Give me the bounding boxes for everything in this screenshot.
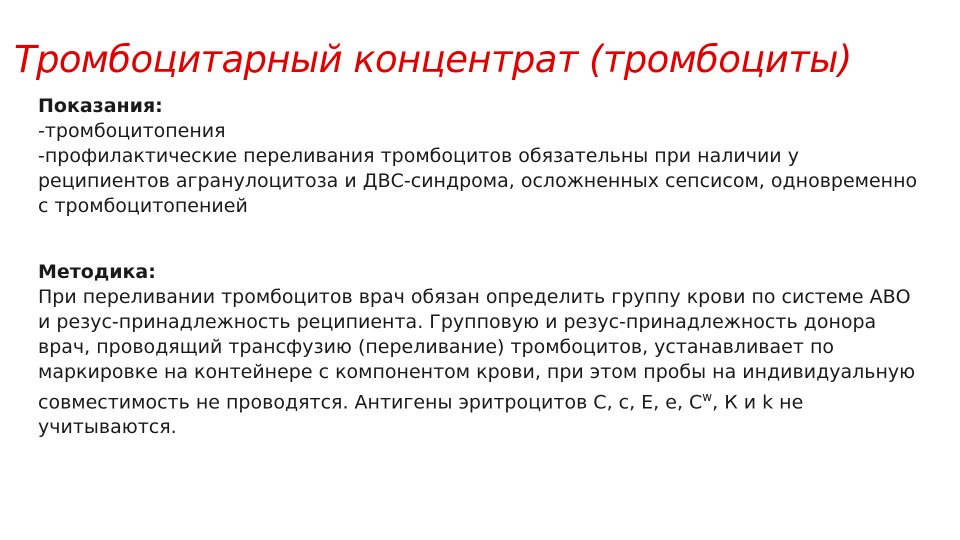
method-superscript: w — [702, 390, 713, 404]
slide-content — [38, 94, 918, 440]
section-spacer — [38, 219, 918, 260]
indications-heading: Показания: — [38, 95, 163, 117]
method-heading: Методика: — [38, 261, 156, 283]
indication-item-1: -тромбоцитопения — [38, 120, 226, 142]
indication-item-2: -профилактические переливания тромбоцитов обязательны при наличии у реципиентов агранулоцитоза и ДВС-синдрома, осложненных сепсисом, одновременно с тромбоцитопенией — [38, 145, 918, 217]
method-text-main: При переливании тромбоцитов врач обязан определить группу крови по системе АВО и резус-принадлежность реципиента. Групповую и резус-принадлежность донора врач, проводящий трансфузию (переливание) тромбоцитов, устанавливает по маркировке на контейнере с компонентом крови, при этом пробы на индивидуальную совместимость не проводятся. Антигены эритроцитов C, c, E, e, C — [38, 286, 916, 414]
method-text-end: , К и k не учитываются. — [38, 391, 804, 439]
slide-title: Тромбоцитарный концентрат (тромбоциты) — [14, 38, 852, 81]
method-paragraph — [38, 285, 918, 440]
